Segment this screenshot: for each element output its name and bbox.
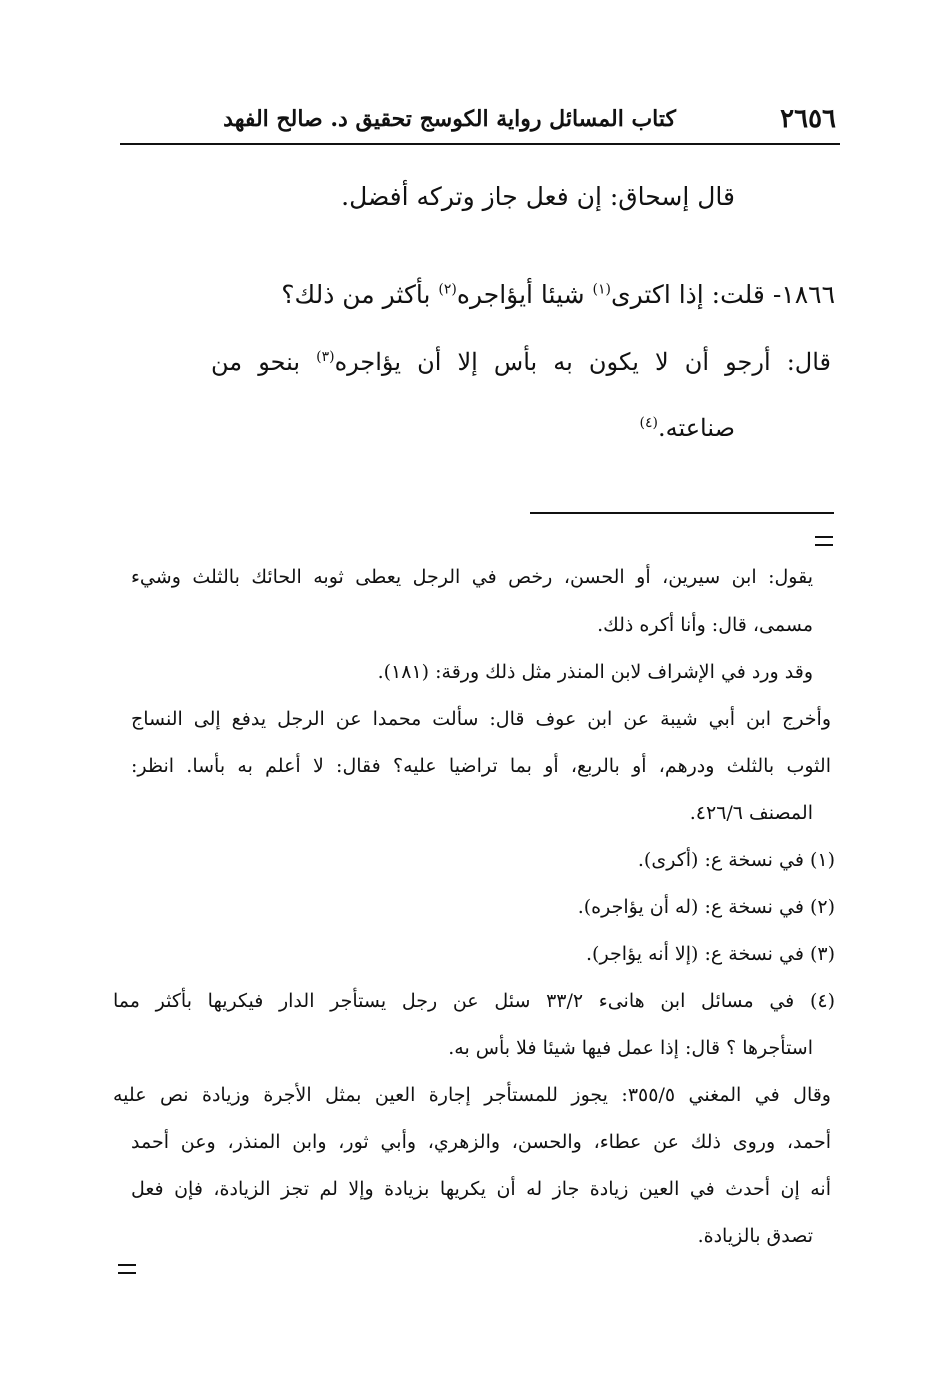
question-text-a: ١٨٦٦- قلت: إذا اكترى: [611, 280, 835, 309]
footnote-continuation-line-3: وقد ورد في الإشراف لابن المنذر مثل ذلك ورقة: (١٨١).: [377, 661, 813, 683]
question-text-b: شيئا أيؤاجره: [456, 280, 593, 309]
footnote-continuation-line-5: الثوب بالثلث ودرهم، أو بالربع، أو بما تراضيا عليه؟ فقال: لا أعلم به بأسا. انظر:: [131, 755, 831, 777]
footnote-4-line-2: استأجرها ؟ قال: إذا عمل فيها شيئا فلا بأس به.: [448, 1037, 813, 1059]
footnote-continuation-line-4: وأخرج ابن أبي شيبة عن ابن عوف قال: سألت محمدا عن الرجل يدفع إلى النساج: [131, 708, 831, 730]
footnote-ref-3: (٣): [316, 349, 335, 365]
answer-text-a: قال: أرجو أن لا يكون به بأس إلا أن يؤاجره: [334, 348, 832, 376]
question-text-c: بأكثر من ذلك؟: [281, 280, 439, 309]
footnote-3: (٣) في نسخة ع: (إلا أنه يؤاجر).: [586, 943, 835, 965]
footnote-ref-4: (٤): [639, 415, 658, 431]
footnote-4-line-5: أنه إن أحدث في العين زيادة جاز له أن يكريها بزيادة وإلا لم تجز الزيادة، فإن فعل: [131, 1178, 831, 1200]
footnote-ref-1: (١): [592, 281, 612, 298]
footnote-2: (٢) في نسخة ع: (له أن يؤاجره).: [577, 896, 835, 918]
footnote-4-line-3: وقال في المغني ٣٥٥/٥: يجوز للمستأجر إجارة العين بمثل الأجرة وزيادة نص عليه: [113, 1084, 831, 1106]
footnote-continuation-line-2: مسمى، قال: وأنا أكره ذلك.: [597, 614, 813, 636]
answer-line-2: [640, 414, 735, 442]
page-number: ٢٦٥٦: [780, 104, 836, 134]
answer-text-b: بنحو من: [211, 348, 317, 376]
answer-text-c: صناعته.: [658, 414, 735, 442]
footnote-4-line-6: تصدق بالزيادة.: [697, 1225, 813, 1247]
continuation-mark-bottom: [118, 1264, 136, 1274]
header-rule: [120, 143, 840, 145]
footnote-ref-2: (٢): [438, 281, 457, 298]
footnote-4-line-4: أحمد، وروى ذلك عن عطاء، والحسن، والزهري، وأبي ثور، وابن المنذر، وعن أحمد: [131, 1131, 831, 1153]
footnote-1: (١) في نسخة ع: (أكرى).: [637, 849, 835, 871]
page-header: [120, 100, 836, 142]
footnote-4-line-1: (٤) في مسائل ابن هانىء ٣٣/٢ سئل عن رجل يستأجر الدار فيكريها بأكثر مما: [113, 990, 835, 1012]
continuation-mark-top: [815, 536, 833, 546]
footnote-continuation-line-6: المصنف ٤٢٦/٦.: [689, 802, 813, 824]
running-title: كتاب المسائل رواية الكوسج تحقيق د. صالح الفهد: [223, 106, 676, 132]
footnote-continuation-line-1: يقول: ابن سيرين، أو الحسن، رخص في الرجل يعطى ثوبه الحائك بالثلث وشيء: [131, 566, 813, 588]
question-1866: [281, 280, 835, 309]
answer-line-1: [211, 348, 831, 376]
footnote-separator: [530, 512, 834, 514]
body-line-ishaq: قال إسحاق: إن فعل جاز وتركه أفضل.: [341, 182, 735, 211]
